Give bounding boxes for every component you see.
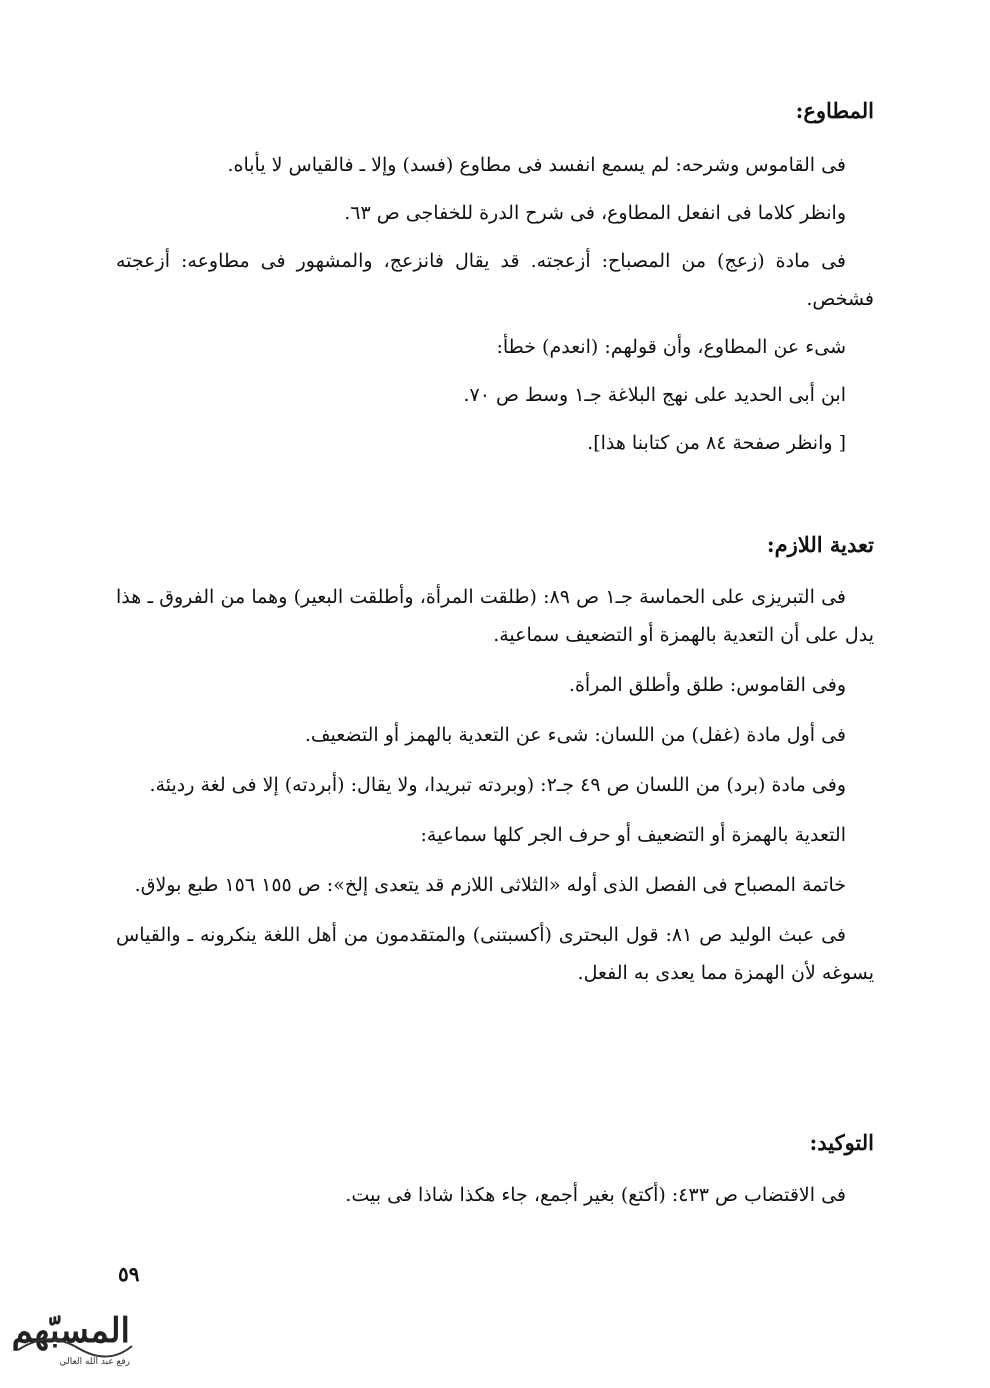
paragraph: فى مادة (زعج) من المصباح: أزعجته. قد يقال فانزعج، والمشهور فى مطاوعه: أزعجته فشخص. xyxy=(116,250,874,310)
paragraph: فى الاقتضاب ص ٤٣٣: (أكتع) بغير أجمع، جاء هكذا شاذا فى بيت. xyxy=(345,1184,846,1206)
paragraph: وفى القاموس: طلق وأطلق المرأة. xyxy=(568,674,846,696)
paragraph: وانظر كلاما فى انفعل المطاوع، فى شرح الدرة للخفاجى ص ٦٣. xyxy=(344,202,846,224)
paragraph: [ وانظر صفحة ٨٤ من كتابنا هذا]. xyxy=(587,432,846,454)
paragraph: ابن أبى الحديد على نهج البلاغة جـ١ وسط ص ٧٠. xyxy=(463,384,846,406)
calligraphy-logo xyxy=(8,1290,140,1378)
section-body-mutawa xyxy=(116,146,874,462)
section-heading-mutawa: المطاوع: xyxy=(795,98,874,123)
logo-subtext: رفع عبد الله العالي xyxy=(59,1357,130,1367)
logo-text: المسبّهم xyxy=(11,1311,130,1351)
paragraph: شىء عن المطاوع، وأن قولهم: (انعدم) خطأ: xyxy=(496,336,846,358)
paragraph: فى القاموس وشرحه: لم يسمع انفسد فى مطاوع (فسد) وإلا ـ فالقياس لا يأباه. xyxy=(227,154,846,176)
page-number: ٥٩ xyxy=(118,1262,140,1286)
section-heading-tadiya: تعدية اللازم: xyxy=(766,532,874,557)
paragraph: فى التبريزى على الحماسة جـ١ ص ٨٩: (طلقت المرأة، وأطلقت البعير) وهما من الفروق ـ هذا يدل على أن التعدية بالهمزة أو التضعيف سماعية. xyxy=(116,586,874,646)
section-heading-tawkid: التوكيد: xyxy=(809,1130,874,1155)
section-body-tadiya xyxy=(116,578,874,992)
paragraph: خاتمة المصباح فى الفصل الذى أوله «الثلاثى اللازم قد يتعدى إلخ»: ص ١٥٥ ١٥٦ طبع بولاق. xyxy=(134,874,846,896)
section-body-tawkid xyxy=(116,1176,874,1214)
paragraph: وفى مادة (برد) من اللسان ص ٤٩ جـ٢: (وبردته تبريدا، ولا يقال: (أبردته) إلا فى لغة رديئة. xyxy=(149,774,846,796)
paragraph: فى أول مادة (غفل) من اللسان: شىء عن التعدية بالهمز أو التضعيف. xyxy=(304,724,846,746)
paragraph: التعدية بالهمزة أو التضعيف أو حرف الجر كلها سماعية: xyxy=(420,824,846,846)
paragraph: فى عبث الوليد ص ٨١: قول البحترى (أكسبتنى) والمتقدمون من أهل اللغة ينكرونه ـ والقياس يسوغه لأن الهمزة مما يعدى به الفعل. xyxy=(116,924,874,984)
